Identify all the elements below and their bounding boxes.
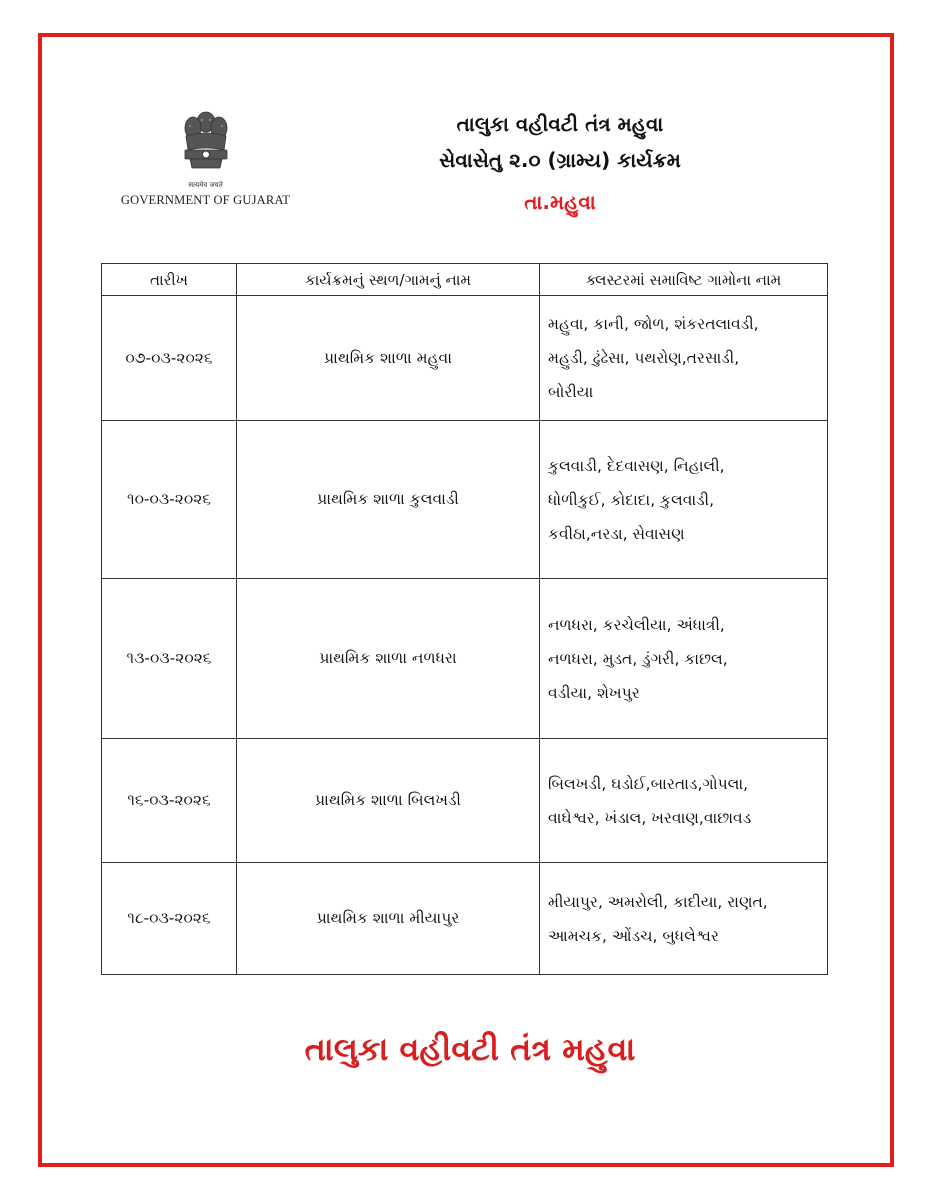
table-row <box>102 296 828 421</box>
column-header-date: તારીખ <box>102 264 237 296</box>
village-line: નળધરા, મુડત, ડુંગરી, કાછલ, <box>548 649 728 668</box>
table-row <box>102 421 828 579</box>
village-line: વડીયા, શેખપુર <box>548 683 640 702</box>
village-line: નળધરા, કરચેલીયા, અંધાત્રી, <box>548 615 725 634</box>
row-venue: પ્રાથમિક શાળા કુલવાડી <box>237 421 540 579</box>
schedule-table <box>101 263 828 975</box>
row-venue: પ્રાથમિક શાળા મહુવા <box>237 296 540 421</box>
column-header-venue: કાર્યક્રમનું સ્થળ/ગામનું નામ <box>237 264 540 296</box>
government-label: GOVERNMENT OF GUJARAT <box>120 193 291 207</box>
table-header-row <box>102 264 828 296</box>
row-villages <box>540 739 828 863</box>
row-date: ૦૭-૦૩-૨૦૨૬ <box>102 296 237 421</box>
footer-title: તાલુકા વહીવટી તંત્ર મહુવા <box>304 1030 636 1068</box>
row-villages <box>540 863 828 975</box>
table-row <box>102 863 828 975</box>
row-villages <box>540 579 828 739</box>
village-line: બિલખડી, ઘડોઈ,બારતાડ,ગોપલા, <box>548 774 749 793</box>
table-row <box>102 579 828 739</box>
row-date: ૧૩-૦૩-૨૦૨૬ <box>102 579 237 739</box>
row-villages <box>540 296 828 421</box>
lion-capital-icon <box>176 108 236 180</box>
row-venue: પ્રાથમિક શાળા બિલખડી <box>237 739 540 863</box>
row-date: ૧૦-૦૩-૨૦૨૬ <box>102 421 237 579</box>
column-header-villages: ક્લસ્ટરમાં સમાવિષ્ટ ગામોના નામ <box>540 264 828 296</box>
header-taluka: તા.મહુવા <box>524 190 596 214</box>
government-emblem <box>118 108 293 208</box>
row-villages <box>540 421 828 579</box>
village-line: ધોળીકુઈ, કોદાદા, કુલવાડી, <box>548 490 715 509</box>
village-line: વાઘેશ્વર, ખંડાલ, ખરવાણ,વાછાવડ <box>548 808 752 827</box>
village-line: બોરીયા <box>548 383 594 401</box>
village-line: મહુવા, કાની, જોળ, શંકરતલાવડી, <box>548 315 759 333</box>
village-line: મીયાપુર, અમરોલી, કાદીયા, રાણત, <box>548 892 768 911</box>
row-date: ૧૬-૦૩-૨૦૨૬ <box>102 739 237 863</box>
village-line: કવીઠા,નરડા, સેવાસણ <box>548 524 685 543</box>
header-subtitle: સેવાસેતુ ૨.૦ (ગ્રામ્ય) કાર્યક્રમ <box>439 148 681 172</box>
emblem-motto: सत्यमेव जयते <box>188 181 223 189</box>
header-title: તાલુકા વહીવટી તંત્ર મહુવા <box>456 112 664 136</box>
village-line: મહુડી, ઢુંઢેસા, પથરોણ,તરસાડી, <box>548 349 740 367</box>
table-row <box>102 739 828 863</box>
row-venue: પ્રાથમિક શાળા મીયાપુર <box>237 863 540 975</box>
row-date: ૧૮-૦૩-૨૦૨૬ <box>102 863 237 975</box>
village-line: આમચક, ઓંડચ, બુધલેશ્વર <box>548 926 719 945</box>
row-venue: પ્રાથમિક શાળા નળધરા <box>237 579 540 739</box>
village-line: કુલવાડી, દેદવાસણ, નિહાલી, <box>548 456 725 475</box>
